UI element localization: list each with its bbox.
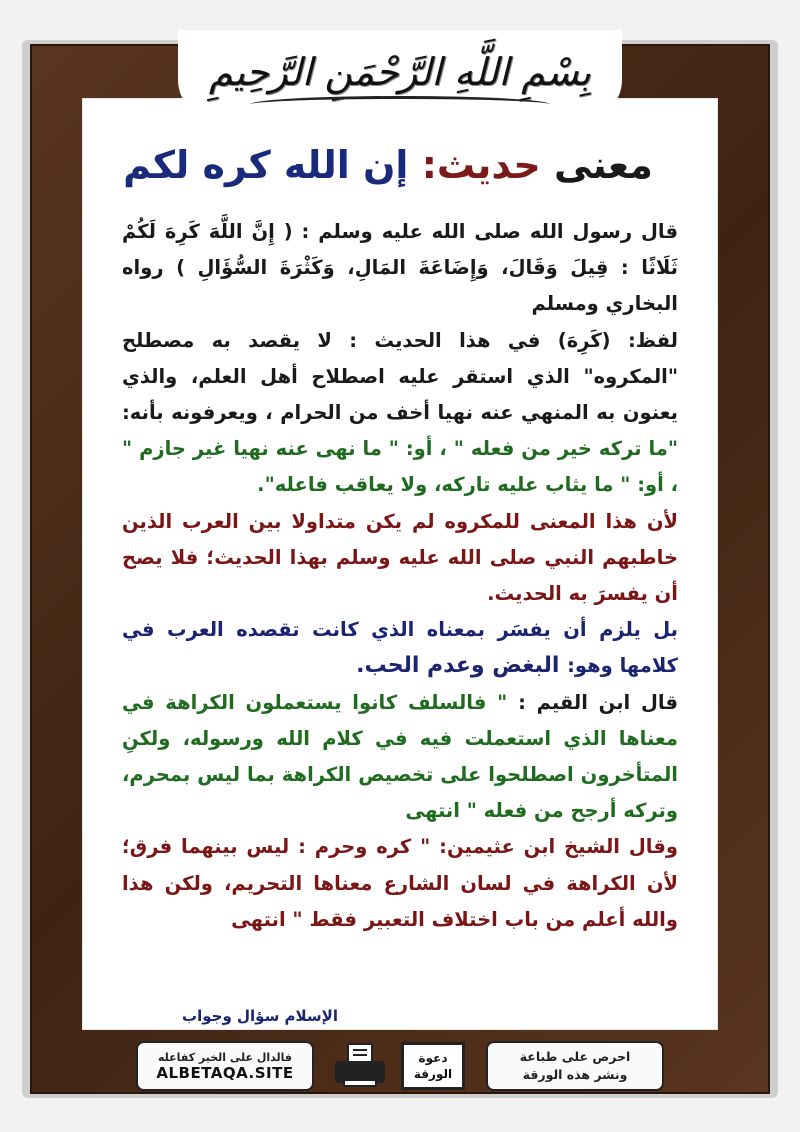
ibn-uthaymeen-quote: وقال الشيخ ابن عثيمين: " كره وحرم : ليس بينهما فرق؛ لأن الكراهة في لسان الشارع معناها التحريم، ولكن هذا والله أعلم من باب اختلاف التعبير فقط " انتهى [122, 835, 678, 931]
paragraph-reason [122, 504, 678, 613]
paragraph-word-meaning [122, 323, 678, 504]
footer-slogan: فالدال على الخير كفاعله [157, 1050, 293, 1064]
site-url[interactable]: ALBETAQA.SITE [156, 1063, 294, 1082]
source-credit: الإسلام سؤال وجواب [182, 1007, 338, 1025]
title-word-3: إن الله كره لكم [123, 143, 409, 187]
printer-icon [335, 1043, 385, 1089]
ibn-qayyim-quote: " فالسلف كانوا يستعملون الكراهة في معناها الذي استعملت فيه في كلام الله ورسوله، ولكنِ المتأخرون اصطلحوا على تخصيص الكراهة بما ليس بمحرم، وتركه أرجح من فعله " انتهى [122, 690, 678, 823]
logo-line-2: الورقة [413, 1067, 453, 1081]
basmala-calligraphy: بِسْمِ اللَّهِ الرَّحْمَنِ الرَّحِيمِ [209, 50, 591, 94]
paragraph-hadith [122, 214, 678, 323]
arab-meaning-highlight: البغض وعدم الحب. [356, 653, 568, 679]
page-title [88, 130, 688, 200]
title-word-2: حديث: [421, 143, 541, 187]
hadith-text: قال رسول الله صلى الله عليه وسلم : ( إِنَّ اللَّهَ كَرِهَ لَكُمْ ثَلَاثًا : قِيلَ وَقَالَ، وَإِضَاعَةَ المَالِ، وَكَثْرَةَ السُّؤَالِ ) رواه البخاري ومسلم [122, 220, 678, 316]
site-link-box[interactable] [136, 1041, 314, 1091]
ibn-qayyim-label: قال ابن القيم : [518, 690, 679, 714]
footer-bar [136, 1040, 664, 1092]
basmala-flourish [250, 96, 550, 113]
article-body [122, 214, 678, 938]
logo-line-1: دعوة [418, 1051, 448, 1065]
makruh-definitions: "ما تركه خير من فعله " ، أو: " ما نهى عنه نهيا غير جازم " ، أو: " ما يثاب عليه تاركه، ولا يعاقب فاعله". [122, 437, 678, 497]
print-request-line-1: احرص على طباعة [519, 1049, 631, 1064]
paragraph-arab-meaning [122, 612, 678, 684]
arab-meaning-text: بل يلزم أن يفسَر بمعناه الذي كانت تقصده العرب في كلامها وهو: [122, 618, 678, 678]
title-word-1: معنى [553, 143, 653, 187]
paragraph-ibn-qayyim [122, 685, 678, 830]
dawah-logo [401, 1042, 465, 1090]
word-meaning-text: لفظ: (كَرِهَ) في هذا الحديث : لا يقصد به مصطلح "المكروه" الذي استقر عليه اصطلاح أهل العلم، والذي يعنون به المنهي عنه نهيا أخف من الحرام ، ويعرفونه بأنه: [122, 328, 678, 425]
reason-text: لأن هذا المعنى للمكروه لم يكن متداولا بين العرب الذين خاطبهم النبي صلى الله عليه وسلم بهذا الحديث؛ فلا يصح أن يفسرَ به الحديث. [122, 509, 678, 606]
print-request-line-2: ونشر هذه الورقة [522, 1067, 628, 1082]
footer-icons [335, 1042, 465, 1090]
print-request-box [486, 1041, 664, 1091]
paragraph-ibn-uthaymeen [122, 829, 678, 938]
